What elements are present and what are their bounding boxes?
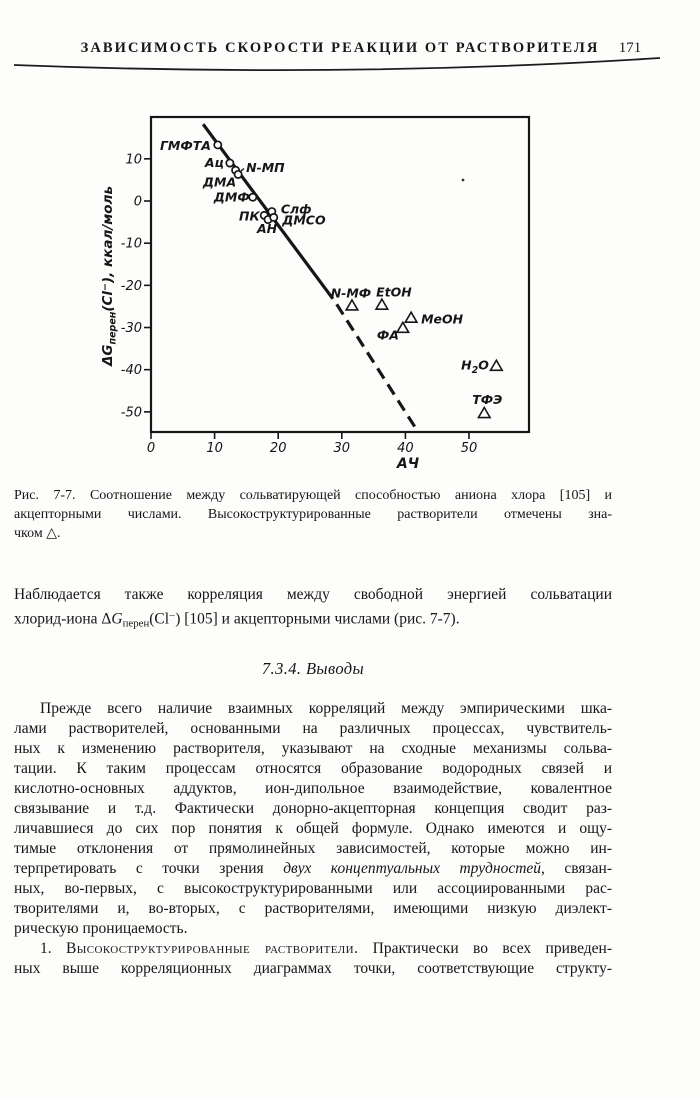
- y-axis-ticks: [121, 152, 151, 420]
- x-axis-ticks: [147, 432, 477, 456]
- svg-text:0: 0: [146, 441, 156, 456]
- header-rule: [0, 48, 700, 84]
- svg-text:40: 40: [397, 441, 414, 456]
- text-line: ных, во-первых, с высокоструктурированными или ассоциированными рас-: [14, 880, 612, 897]
- triangle-marker: [346, 300, 358, 310]
- data-point-label: Ац: [204, 155, 224, 171]
- data-point: [160, 138, 221, 153]
- svg-text:-20: -20: [120, 278, 142, 294]
- circle-marker: [270, 214, 277, 221]
- svg-text:-30: -30: [120, 321, 142, 337]
- triangle-marker: [478, 408, 490, 418]
- svg-text:30: 30: [333, 441, 351, 456]
- data-point: [376, 285, 412, 309]
- scan-speck: [462, 179, 465, 182]
- svg-text:-50: -50: [120, 405, 142, 421]
- text-line: тимые отклонения от прямолинейных зависимостей, которые можно ин-: [14, 840, 612, 857]
- text-line: ных к изменению растворителя, указывают на сходные механизмы сольва-: [14, 740, 612, 757]
- svg-text:0: 0: [133, 194, 142, 210]
- triangle-marker: [376, 299, 388, 309]
- data-point: [405, 311, 463, 326]
- section-heading: 7.3.4. Выводы: [261, 659, 365, 678]
- svg-text:-40: -40: [120, 363, 142, 379]
- data-point-label: EtOH: [376, 284, 412, 300]
- data-point-label: $H_2O$: [461, 357, 489, 376]
- y-axis-label: $\Delta G_{перен}(Cl^-)$, ккал/моль: [100, 185, 119, 367]
- text-line: Прежде всего наличие взаимных корреляций между эмпирическими шка-: [40, 700, 612, 717]
- text-line: акцепторными числами. Высокоструктурированные растворители отмечены зна-: [14, 507, 612, 522]
- data-point-label: ТФЭ: [472, 392, 503, 408]
- paragraph: [14, 699, 612, 979]
- data-point-label: ГМФТА: [159, 138, 211, 154]
- text-line: 1. Высокоструктурированные растворители. Практически во всех приведен-: [40, 940, 612, 957]
- running-header-title: ЗАВИСИМОСТЬ СКОРОСТИ РЕАКЦИИ ОТ РАСТВОРИТЕЛЯ: [80, 40, 600, 56]
- data-point: [472, 392, 502, 417]
- data-point: [213, 190, 257, 205]
- svg-text:20: 20: [269, 441, 287, 456]
- x-axis-label: АЧ: [396, 456, 420, 472]
- svg-text:50: 50: [460, 441, 478, 456]
- text-line: лами растворителей, основанными на различных процессах, чувствитель-: [14, 720, 612, 737]
- data-point-label: ДМСО: [282, 212, 326, 228]
- text-line: терпретировать с точки зрения двух концептуальных трудностей, связан-: [14, 860, 612, 877]
- data-point-label: АН: [256, 221, 278, 237]
- text-line: личавшиеся до сих пор понятия к общей формуле. Однако имеются и ощу-: [14, 820, 612, 837]
- figure-7-7-chart: [95, 108, 545, 480]
- svg-text:10: 10: [206, 441, 223, 456]
- data-point-label: N-МФ: [330, 285, 372, 301]
- data-point-label: ДМФ: [213, 189, 250, 205]
- figure-caption: [14, 486, 612, 543]
- data-point-label: N-МП: [246, 160, 285, 176]
- circle-marker: [249, 194, 256, 201]
- page-number: 171: [618, 40, 642, 56]
- triangle-marker: [491, 360, 503, 370]
- text-line: хлорид-иона $\Delta G_{перен}(Cl^-)$ [105] и акцепторными числами (рис. 7-7).: [14, 609, 460, 629]
- data-point-label: Слф: [280, 201, 312, 217]
- circle-marker: [226, 159, 233, 166]
- data-point: [202, 171, 242, 190]
- svg-text:10: 10: [125, 152, 142, 168]
- data-point-label: МеОН: [421, 311, 464, 327]
- text-line: Рис. 7-7. Соотношение между сольватирующей способностью аниона хлора [105] и: [14, 488, 612, 503]
- data-point: [377, 322, 409, 342]
- data-point-label: ПК: [239, 208, 260, 224]
- text-line: чком △.: [14, 526, 61, 541]
- regression-line-dashed: [337, 304, 417, 430]
- text-line: кислотно-основных аддуктов, ион-дипольное взаимодействие, ковалентное: [14, 780, 612, 797]
- circle-marker: [214, 141, 221, 148]
- text-line: ных выше корреляционных диаграммах точки, соответствующие структу-: [14, 960, 612, 977]
- data-point-label: ДМА: [202, 174, 237, 190]
- text-line: творителями и, во-вторых, с растворителями, имеющими низкую диэлект-: [14, 900, 612, 917]
- triangle-marker: [405, 312, 417, 322]
- text-line: Наблюдается также корреляция между свободной энергией сольватации: [14, 586, 612, 603]
- text-line: тации. К таким процессам относятся образование водородных связей и: [14, 760, 612, 777]
- data-point-label: ФА: [376, 327, 399, 343]
- text-line: рическую проницаемость.: [14, 920, 188, 937]
- svg-text:-10: -10: [120, 236, 142, 252]
- paragraph: [14, 584, 612, 634]
- text-line: связывание и т.д. Фактически донорно-акцепторная концепция сводит раз-: [14, 800, 612, 817]
- data-point: [461, 357, 502, 376]
